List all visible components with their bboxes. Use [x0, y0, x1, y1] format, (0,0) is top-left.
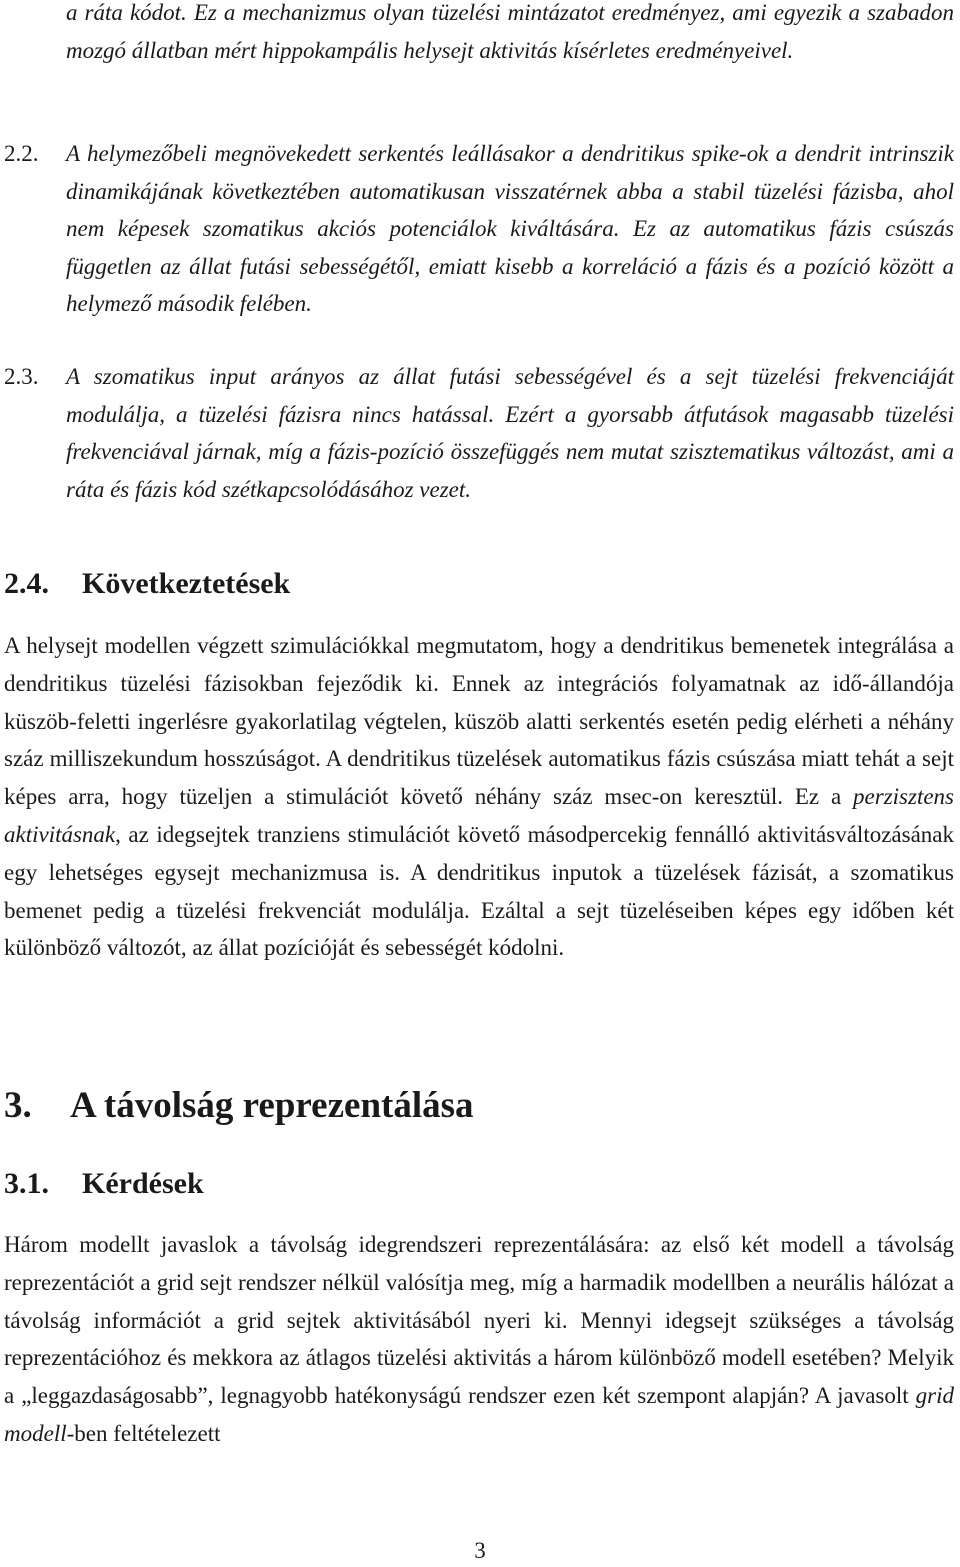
section-title: Kérdések [82, 1167, 204, 1200]
continuation-paragraph [66, 0, 954, 69]
chapter-title: A távolság reprezentálása [70, 1085, 474, 1126]
paragraph-text: -ben feltételezett [66, 1420, 221, 1446]
chapter-heading [4, 1084, 474, 1128]
list-item [4, 135, 954, 323]
emphasis-text: grid modell [4, 1383, 954, 1446]
list-item-label: 2.2. [4, 141, 39, 166]
section-number: 3.1. [4, 1167, 49, 1200]
paragraph-text: Három modellt javaslok a távolság idegrendszeri reprezentálására: az első két modell a távolság reprezentációt a grid sejt rendszer nélkül valósítja meg, míg a harmadik modellben a neurális hálózat a távolság információt a grid sejtek aktivitásából nyeri ki. Mennyi idegsejt szükséges a távolság reprezentációhoz és mekkora az átlagos tüzelési aktivitás a három különböző modell esetében? Melyik a „leggazdaságosabb”, legnagyobb hatékonyságú rendszer ezen két szempont alapján? A javasolt [4, 1232, 954, 1409]
paragraph-text: A helysejt modellen végzett szimulációkkal megmutatom, hogy a dendritikus bemenetek integrálása a dendritikus tüzelési fázisokban fejeződik ki. Ennek az integrációs folyamatnak az idő-állandója küszöb-feletti ingerlésre gyakorlatilag végtelen, küszöb alatti serkentés esetén pedig elérheti a néhány száz milliszekundum hosszúságot. A dendritikus tüzelések automatikus fázis csúszása miatt tehát a sejt képes arra, hogy tüzeljen a stimulációt követő néhány száz msec-on keresztül. Ez a [4, 633, 954, 810]
page-number: 3 [474, 1538, 486, 1563]
body-paragraph [4, 1226, 954, 1453]
continuation-text: a ráta kódot. Ez a mechanizmus olyan tüzelési mintázatot eredményez, ami egyezik a szabadon mozgó állatban mért hippokampális helysejt aktivitás kísérletes eredményeivel. [66, 0, 954, 63]
list-item [4, 358, 954, 508]
list-item-label: 2.3. [4, 364, 39, 389]
chapter-number: 3. [4, 1085, 32, 1126]
section-heading [4, 1166, 204, 1202]
body-paragraph [4, 627, 954, 967]
list-item-text: A szomatikus input arányos az állat futási sebességével és a sejt tüzelési frekvenciáját modulálja, a tüzelési fázisra nincs hatással. Ezért a gyorsabb átfutások magasabb tüzelési frekvenciával járnak, míg a fázis-pozíció összefüggés nem mutat szisztematikus változást, ami a ráta és fázis kód szétkapcsolódásához vezet. [66, 364, 954, 502]
section-heading [4, 566, 290, 602]
section-number: 2.4. [4, 567, 49, 600]
paragraph-text: , az idegsejtek tranziens stimulációt követő másodpercekig fennálló aktivitásváltozásának egy lehetséges egysejt mechanizmusa is. A dendritikus inputok a tüzelések fázisát, a szomatikus bemenet pedig a tüzelési frekvenciát modulálja. Ezáltal a sejt tüzeléseiben képes egy időben két különböző változót, az állat pozícióját és sebességét kódolni. [4, 821, 954, 961]
list-item-text: A helymezőbeli megnövekedett serkentés leállásakor a dendritikus spike-ok a dendrit intrinszik dinamikájának következtében automatikusan visszatérnek abba a stabil tüzelési fázisba, ahol nem képesek szomatikus akciós potenciálok kiváltására. Ez az automatikus fázis csúszás független az állat futási sebességétől, emiatt kisebb a korreláció a fázis és a pozíció között a helymező második felében. [66, 141, 954, 316]
section-title: Következtetések [82, 567, 291, 600]
emphasis-text: perzisztens aktivitásnak [4, 784, 954, 847]
